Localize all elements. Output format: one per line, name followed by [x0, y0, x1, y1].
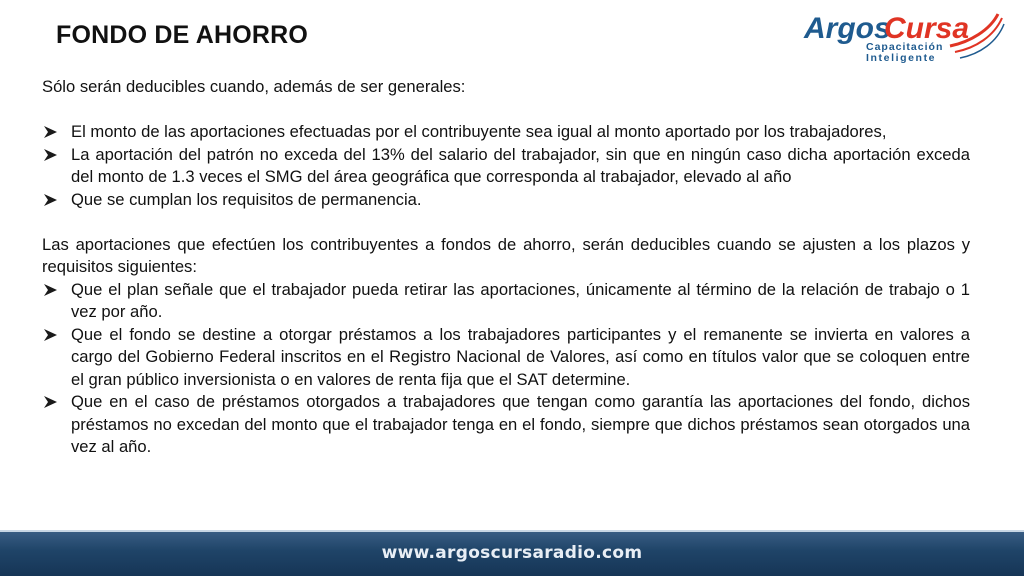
footer-band — [0, 530, 1024, 576]
slide-body — [42, 76, 970, 459]
list-item-text: Que en el caso de préstamos otorgados a trabajadores que tengan como garantía las aportaciones del fondo, dichos préstamos no excedan del monto que el trabajador tenga en el fondo, siempre que dichos préstamos sean otorgados una vez al año. — [71, 392, 970, 456]
arrowhead-bullet-icon — [43, 148, 58, 162]
list-item-text: Que el fondo se destine a otorgar préstamos a los trabajadores participantes y el remanente se invierta en valores a cargo del Gobierno Federal inscritos en el Registro Nacional de Valores, así como en títulos valor que se coloquen entre el gran público inversionista o en valores de renta fija que el SAT determine. — [71, 324, 970, 389]
logo-tagline-2: Inteligente — [866, 52, 937, 64]
arrowhead-bullet-icon — [43, 328, 58, 342]
list-item-text: El monto de las aportaciones efectuadas por el contribuyente sea igual al monto aportado por los trabajadores, — [71, 122, 887, 141]
spacer — [42, 211, 970, 234]
intro-text: Sólo serán deducibles cuando, además de ser generales: — [42, 77, 466, 96]
list-item-text: Que se cumplan los requisitos de permanencia. — [71, 189, 422, 209]
footer-website-url: www.argoscursaradio.com — [381, 543, 643, 563]
slide-title: FONDO DE AHORRO — [56, 21, 309, 49]
list-item — [42, 189, 970, 212]
argoscursa-logo — [800, 6, 1006, 64]
arrowhead-bullet-icon — [43, 193, 58, 207]
list-item — [42, 279, 970, 324]
list-item — [42, 121, 970, 144]
list-item-text: La aportación del patrón no exceda del 13% del salario del trabajador, sin que en ningún caso dicha aportación exceda del monto de 1.3 veces el SMG del área geográfica que corresponda al trabajador, elevado al año — [71, 144, 970, 186]
logo-brand-part2: Cursa — [884, 12, 970, 45]
spacer — [42, 99, 970, 122]
arrowhead-bullet-icon — [43, 283, 58, 297]
list-item-text: Que el plan señale que el trabajador pueda retirar las aportaciones, únicamente al término de la relación de trabajo o 1 vez por año. — [71, 279, 970, 321]
list-item — [42, 391, 970, 459]
arrowhead-bullet-icon — [43, 395, 58, 409]
deducible-conditions-list — [42, 121, 970, 211]
logo-tagline-1: Capacitación — [866, 41, 944, 53]
list-item — [42, 144, 970, 189]
paragraph-requirements: Las aportaciones que efectúen los contribuyentes a fondos de ahorro, serán deducibles cuando se ajusten a los plazos y requisitos siguientes: — [42, 234, 970, 276]
requirements-list — [42, 279, 970, 459]
logo-brand-part1: Argos — [804, 12, 891, 45]
arrowhead-bullet-icon — [43, 125, 58, 139]
list-item — [42, 324, 970, 392]
